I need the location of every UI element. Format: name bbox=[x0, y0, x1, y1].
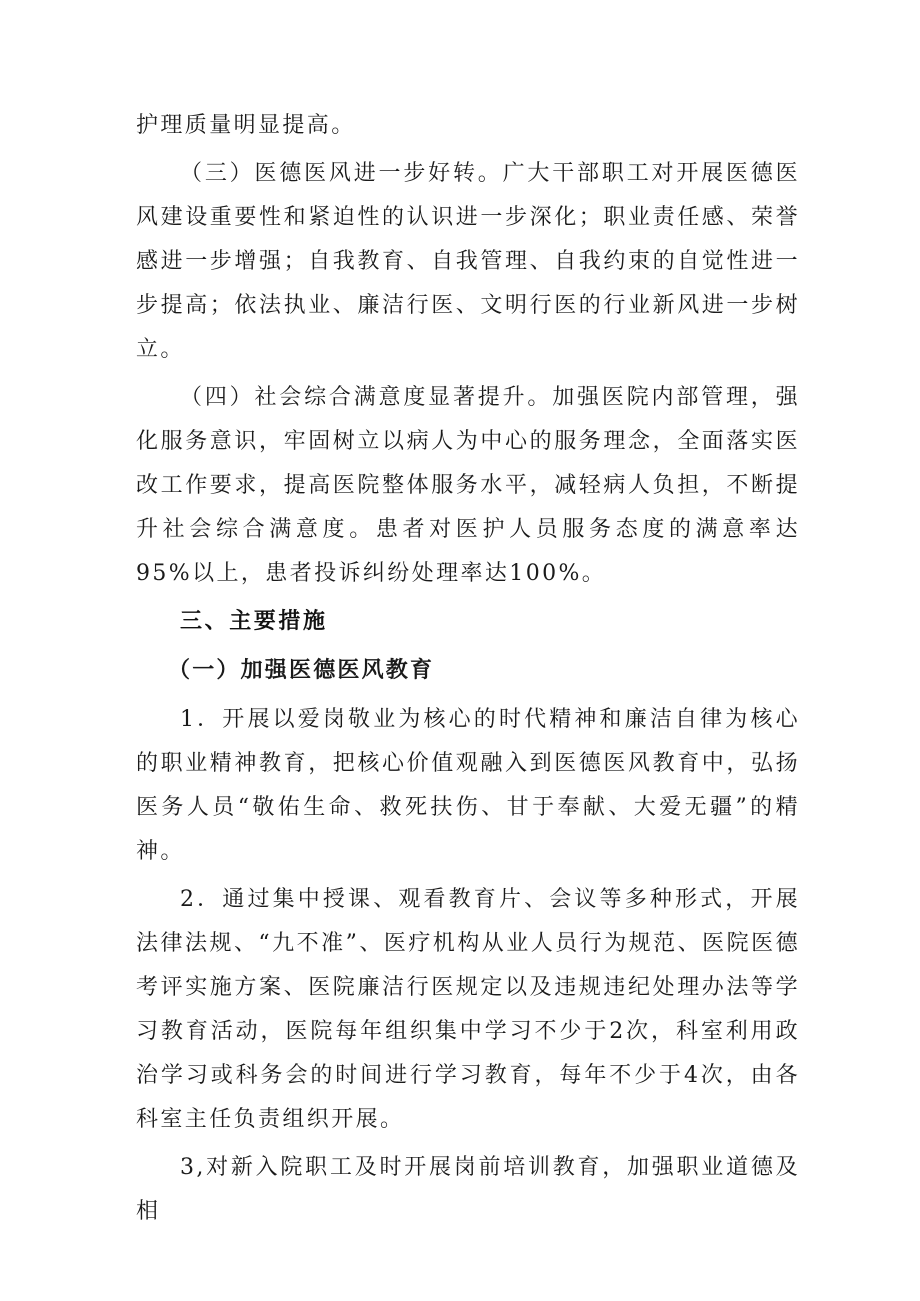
list-item-1: 1．开展以爱岗敬业为核心的时代精神和廉洁自律为核心的职业精神教育，把核心价值观融入到医德医风教育中，弘扬医务人员“敬佑生命、救死扶伤、甘于奉献、大爱无疆”的精神。 bbox=[136, 707, 800, 864]
list-item-3: 3,对新入院职工及时开展岗前培训教育，加强职业道德及相 bbox=[136, 1155, 800, 1224]
section-heading: 三、主要措施 bbox=[180, 609, 328, 634]
paragraph-continuation: 护理质量明显提高。 bbox=[136, 113, 356, 138]
paragraph-satisfaction: （四）社会综合满意度显著提升。加强医院内部管理，强化服务意识，牢固树立以病人为中心的服务理念，全面落实医改工作要求，提高医院整体服务水平，减轻病人负担，不断提升社会综合满意度。患者对医护人员服务态度的满意率达95%以上，患者投诉纠纷处理率达100%。 bbox=[136, 385, 800, 586]
subsection-heading: （一）加强医德医风教育 bbox=[168, 657, 435, 683]
paragraph-medical-ethics: （三）医德医风进一步好转。广大干部职工对开展医德医风建设重要性和紧迫性的认识进一步深化；职业责任感、荣誉感进一步增强；自我教育、自我管理、自我约束的自觉性进一步提高；依法执业、廉洁行医、文明行医的行业新风进一步树立。 bbox=[136, 161, 800, 362]
document-body bbox=[136, 104, 800, 1238]
list-item-2: 2．通过集中授课、观看教育片、会议等多种形式，开展法律法规、“九不准”、医疗机构从业人员行为规范、医院医德考评实施方案、医院廉洁行医规定以及违规违纪处理办法等学习教育活动，医院每年组织集中学习不少于2次，科室利用政治学习或科务会的时间进行学习教育，每年不少于4次，由各科室主任负责组织开展。 bbox=[136, 887, 800, 1132]
